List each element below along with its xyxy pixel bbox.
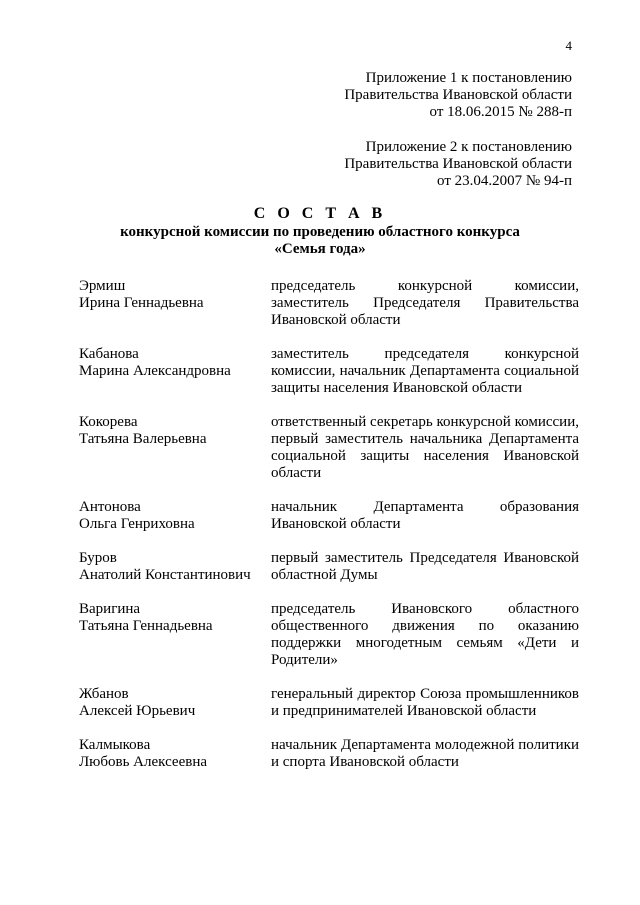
member-role: начальник Департамента образования Ивановской области	[271, 499, 579, 532]
member-given-name: Марина Александровна	[79, 363, 231, 379]
appendix-2-line-3: от 23.04.2007 № 94-п	[437, 173, 572, 189]
appendix-1-header	[344, 70, 572, 121]
member-row	[79, 550, 579, 584]
page-number: 4	[565, 38, 572, 53]
member-row	[79, 499, 579, 533]
member-name	[79, 278, 271, 329]
member-given-name: Ольга Генриховна	[79, 516, 195, 532]
member-surname: Кабанова	[79, 346, 139, 362]
member-name	[79, 686, 271, 720]
member-row	[79, 414, 579, 482]
member-given-name: Татьяна Валерьевна	[79, 431, 207, 447]
member-surname: Варигина	[79, 601, 141, 617]
member-role: начальник Департамента молодежной политики и спорта Ивановской области	[271, 737, 579, 770]
member-surname: Кокорева	[79, 414, 138, 430]
member-role: генеральный директор Союза промышленников и предпринимателей Ивановской области	[271, 686, 579, 719]
title-main: С О С Т А В	[253, 205, 387, 222]
title-line-2: конкурсной комиссии по проведению областного конкурса	[120, 224, 520, 240]
appendix-1-line-2: Правительства Ивановской области	[344, 87, 572, 103]
member-given-name: Анатолий Константинович	[79, 567, 251, 583]
appendix-2-line-2: Правительства Ивановской области	[344, 156, 572, 172]
member-role: первый заместитель Председателя Ивановской областной Думы	[271, 550, 579, 583]
member-given-name: Татьяна Геннадьевна	[79, 618, 213, 634]
appendix-2-line-1: Приложение 2 к постановлению	[365, 139, 572, 155]
member-name	[79, 414, 271, 482]
member-name	[79, 550, 271, 584]
member-row	[79, 278, 579, 329]
member-row	[79, 686, 579, 720]
member-given-name: Алексей Юрьевич	[79, 703, 196, 719]
commission-members-list	[79, 278, 579, 788]
member-row	[79, 601, 579, 669]
member-given-name: Ирина Геннадьевна	[79, 295, 204, 311]
appendix-1-line-3: от 18.06.2015 № 288-п	[429, 104, 572, 120]
member-role: председатель конкурсной комиссии, заместитель Председателя Правительства Ивановской области	[271, 278, 579, 328]
member-surname: Жбанов	[79, 686, 129, 702]
member-row	[79, 737, 579, 771]
appendix-1-line-1: Приложение 1 к постановлению	[365, 70, 572, 86]
member-surname: Калмыкова	[79, 737, 151, 753]
member-surname: Буров	[79, 550, 117, 566]
member-surname: Антонова	[79, 499, 141, 515]
document-title	[0, 204, 640, 258]
appendix-2-header	[344, 139, 572, 190]
member-name	[79, 601, 271, 669]
member-name	[79, 737, 271, 771]
member-given-name: Любовь Алексеевна	[79, 754, 207, 770]
member-role: заместитель председателя конкурсной комиссии, начальник Департамента социальной защиты населения Ивановской области	[271, 346, 579, 396]
member-row	[79, 346, 579, 397]
member-name	[79, 346, 271, 397]
member-surname: Эрмиш	[79, 278, 126, 294]
member-role: председатель Ивановского областного общественного движения по оказанию поддержки многодетным семьям «Дети и Родители»	[271, 601, 579, 668]
member-role: ответственный секретарь конкурсной комиссии, первый заместитель начальника Департамента социальной защиты населения Ивановской области	[271, 414, 579, 481]
member-name	[79, 499, 271, 533]
title-line-3: «Семья года»	[274, 241, 366, 257]
